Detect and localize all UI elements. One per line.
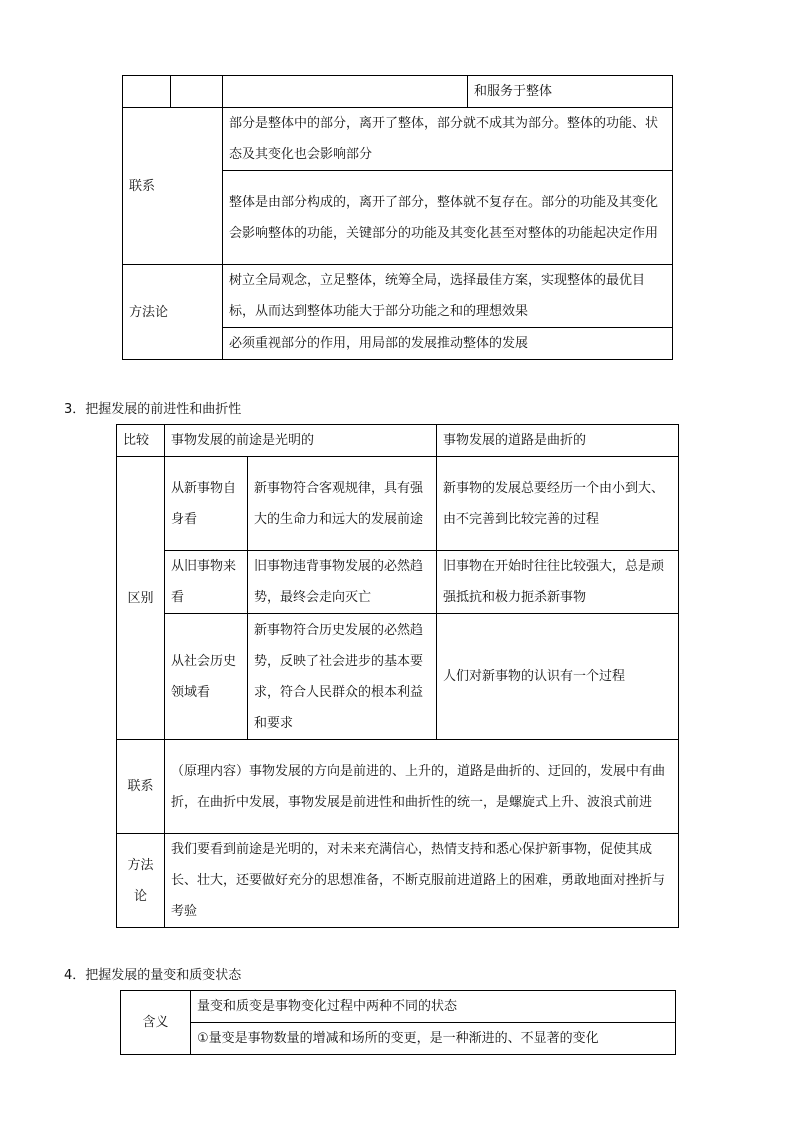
method-text-1: 树立全局观念，立足整体，统筹全局，选择最佳方案，实现整体的最优目标，从而达到整体功能大于部分功能之和的理想效果 — [223, 265, 673, 328]
tortuous-cell: 旧事物在开始时往往比较强大，总是顽强抵抗和极力扼杀新事物 — [437, 551, 679, 614]
section-4-heading: 4．把握发展的量变和质变状态 — [64, 968, 242, 983]
part-whole-table — [122, 75, 673, 360]
quantitative-qualitative-table — [120, 990, 676, 1055]
meaning-text-1: 量变和质变是事物变化过程中两种不同的状态 — [191, 991, 676, 1023]
tortuous-cell: 新事物的发展总要经历一个由小到大、由不完善到比较完善的过程 — [437, 457, 679, 551]
lianxi-label: 联系 — [123, 108, 223, 265]
header-bright: 事物发展的前途是光明的 — [165, 425, 437, 457]
meaning-label: 含义 — [121, 991, 191, 1055]
view-cell: 从旧事物来看 — [165, 551, 248, 614]
method-text-2: 必须重视部分的作用，用局部的发展推动整体的发展 — [223, 328, 673, 360]
lianxi-text-2: 整体是由部分构成的，离开了部分，整体就不复存在。部分的功能及其变化会影响整体的功能，关键部分的功能及其变化甚至对整体的功能起决定作用 — [223, 171, 673, 265]
view-cell: 从新事物自身看 — [165, 457, 248, 551]
view-cell: 从社会历史领域看 — [165, 614, 248, 740]
method-label: 方法论 — [117, 834, 165, 928]
empty-cell — [123, 76, 171, 108]
bright-cell: 新事物符合客观规律，具有强大的生命力和远大的发展前途 — [248, 457, 437, 551]
empty-cell — [171, 76, 223, 108]
lianxi-text: （原理内容）事物发展的方向是前进的、上升的，道路是曲折的、迂回的，发展中有曲折，在曲折中发展，事物发展是前进性和曲折性的统一，是螺旋式上升、波浪式前进 — [165, 740, 679, 834]
header-compare: 比较 — [117, 425, 165, 457]
progress-tortuous-table — [116, 424, 679, 928]
tortuous-cell: 人们对新事物的认识有一个过程 — [437, 614, 679, 740]
header-tortuous: 事物发展的道路是曲折的 — [437, 425, 679, 457]
bright-cell: 新事物符合历史发展的必然趋势，反映了社会进步的基本要求，符合人民群众的根本利益和要求 — [248, 614, 437, 740]
qubie-label: 区别 — [117, 457, 165, 740]
continued-cell: 和服务于整体 — [468, 76, 673, 108]
method-text: 我们要看到前途是光明的，对未来充满信心，热情支持和悉心保护新事物，促使其成长、壮大，还要做好充分的思想准备，不断克服前进道路上的困难，勇敢地面对挫折与考验 — [165, 834, 679, 928]
bright-cell: 旧事物违背事物发展的必然趋势，最终会走向灭亡 — [248, 551, 437, 614]
lianxi-label: 联系 — [117, 740, 165, 834]
lianxi-text-1: 部分是整体中的部分，离开了整体，部分就不成其为部分。整体的功能、状态及其变化也会影响部分 — [223, 108, 673, 171]
empty-cell — [223, 76, 468, 108]
meaning-text-2: ①量变是事物数量的增减和场所的变更，是一种渐进的、不显著的变化 — [191, 1023, 676, 1055]
section-3-heading: 3．把握发展的前进性和曲折性 — [64, 402, 242, 417]
method-label: 方法论 — [123, 265, 223, 360]
